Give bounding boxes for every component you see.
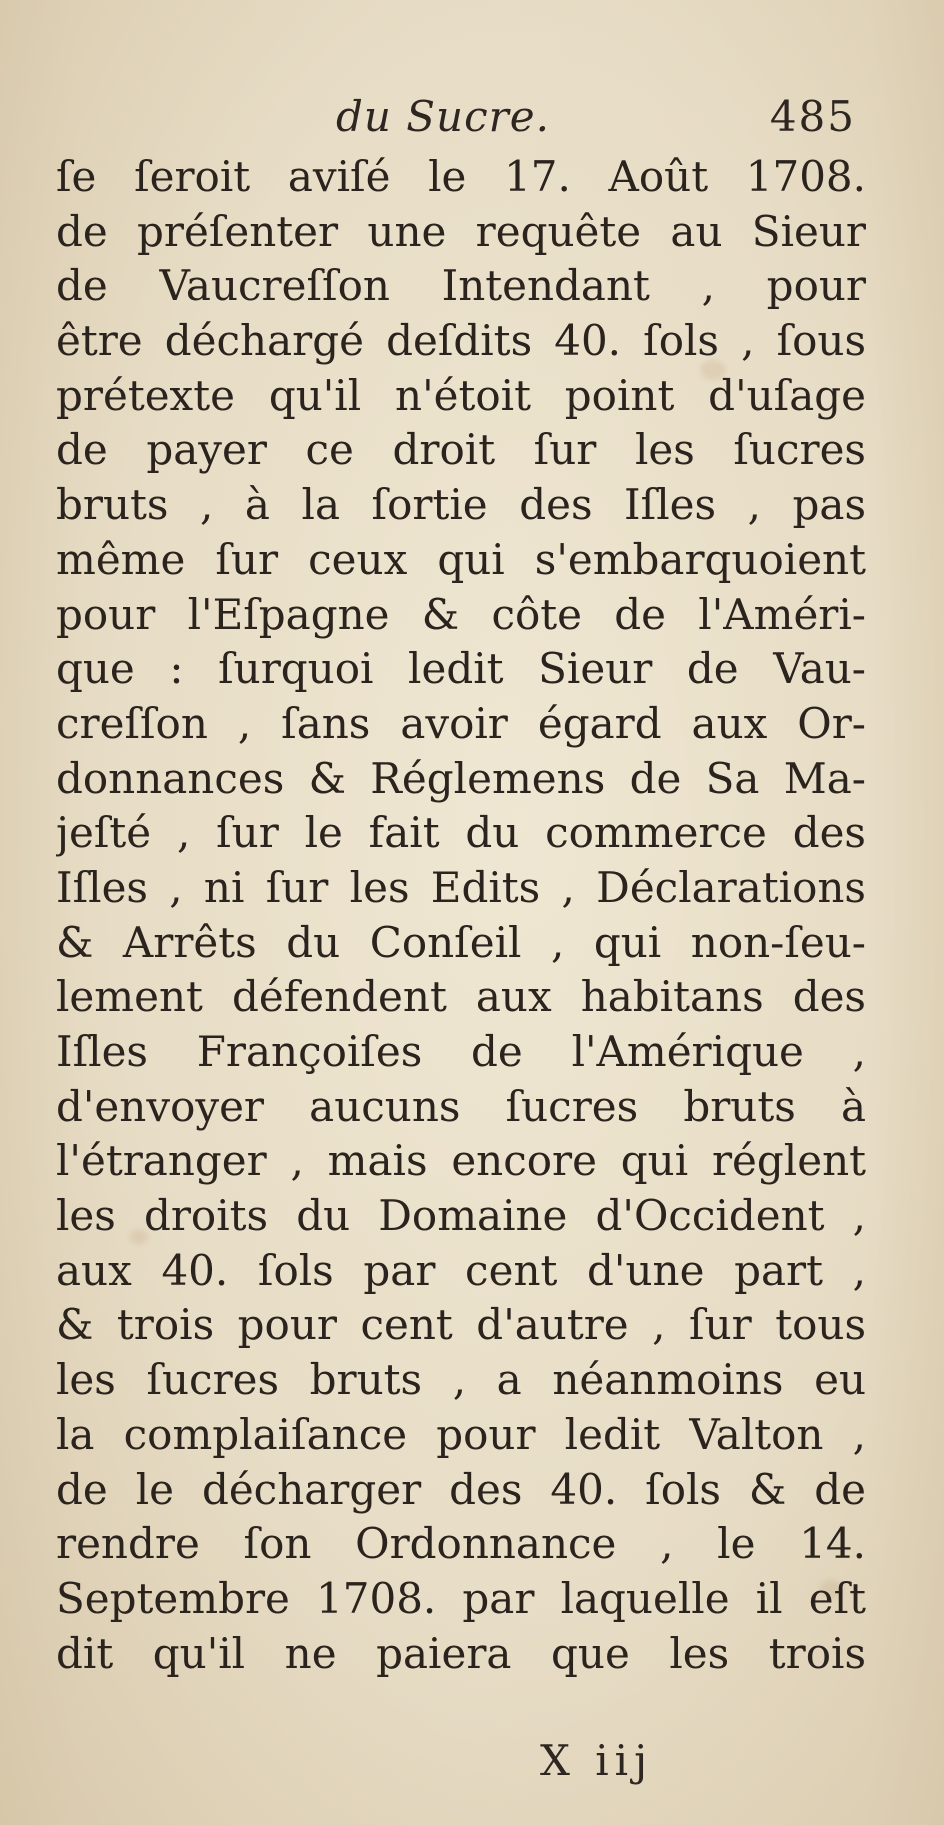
text-line: de préſenter une requête au Sieur: [56, 206, 866, 256]
running-head: du Sucre.: [336, 92, 550, 141]
text-line: l'étranger , mais encore qui réglent: [56, 1136, 866, 1186]
text-line: Iſles , ni ſur les Edits , Déclarations: [56, 862, 866, 912]
text-line: lement défendent aux habitans des: [56, 972, 866, 1022]
page-number: 485: [769, 92, 856, 141]
text-line: rendre ſon Ordonnance , le 14.: [56, 1519, 866, 1569]
text-line: aux 40. ſols par cent d'une part ,: [56, 1245, 866, 1295]
text-line: & Arrêts du Conſeil , qui non-ſeu-: [56, 917, 866, 967]
text-line: être déchargé deſdits 40. ſols , ſous: [56, 316, 866, 366]
signature-mark: X iij: [540, 1736, 654, 1785]
text-line: même ſur ceux qui s'embarquoient: [56, 534, 866, 584]
text-line: jeſté , ſur le fait du commerce des: [56, 808, 866, 858]
text-line: les ſucres bruts , a néanmoins eu: [56, 1355, 866, 1405]
text-line: de le décharger des 40. ſols & de: [56, 1464, 866, 1514]
text-line: bruts , à la ſortie des Iſles , pas: [56, 480, 866, 530]
text-line: prétexte qu'il n'étoit point d'uſage: [56, 370, 866, 420]
text-line: donnances & Réglemens de Sa Ma-: [56, 753, 866, 803]
text-line: de payer ce droit ſur les ſucres: [56, 425, 866, 475]
text-line: que : ſurquoi ledit Sieur de Vau-: [56, 644, 866, 694]
text-line: creſſon , ſans avoir égard aux Or-: [56, 698, 866, 748]
text-line: de Vaucreſſon Intendant , pour: [56, 261, 866, 311]
text-line: la complaiſance pour ledit Valton ,: [56, 1409, 866, 1459]
text-line: & trois pour cent d'autre , ſur tous: [56, 1300, 866, 1350]
text-line: les droits du Domaine d'Occident ,: [56, 1191, 866, 1241]
text-line: dit qu'il ne paiera que les trois: [56, 1628, 866, 1678]
page-header: [56, 92, 856, 152]
text-line: d'envoyer aucuns ſucres bruts à: [56, 1081, 866, 1131]
text-line: Septembre 1708. par laquelle il eſt: [56, 1573, 866, 1623]
text-line: Iſles Françoiſes de l'Amérique ,: [56, 1027, 866, 1076]
text-line: ſe ſeroit aviſé le 17. Août 1708.: [56, 152, 866, 201]
text-line: pour l'Eſpagne & côte de l'Améri-: [56, 589, 866, 639]
body-text: [56, 150, 866, 1681]
